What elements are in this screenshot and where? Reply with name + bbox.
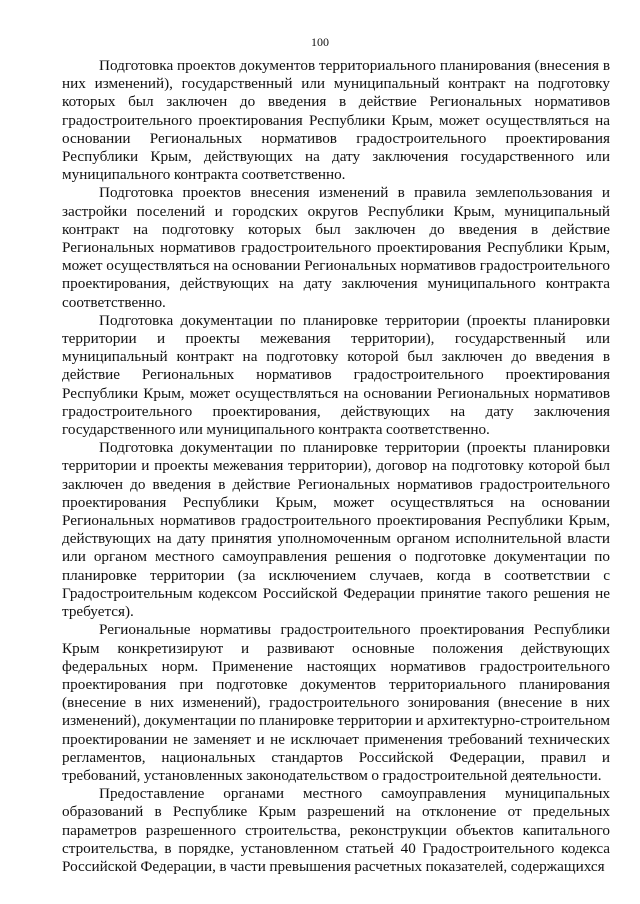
page-number: 100	[311, 35, 329, 49]
paragraph-5: Региональные нормативы градостроительного проектирования Республики Крым конкретизируют и развивают основные положения действующих федеральных норм. Применение настоящих нормативов градостроительного проектирования при подготовке документов территориального планирования (внесение в них изменений), градостроительного зонирования (внесение в них изменений), документации по планировке территории и архитектурно-строительном проектировании не заменяет и не исключает применения требований технических регламентов, национальных стандартов Российской Федерации, правил и требований, установленных законодательством о градостроительной деятельности.	[62, 621, 610, 784]
paragraph-2: Подготовка проектов внесения изменений в правила землепользования и застройки поселений и городских округов Республики Крым, муниципальный контракт на подготовку которых был заключен до введения в действие Региональных нормативов градостроительного проектирования Республики Крым, может осуществляться на основании Региональных нормативов градостроительного проектирования, действующих на дату заключения муниципального контракта соответственно.	[62, 184, 610, 311]
paragraph-4: Подготовка документации по планировке территории (проекты планировки территории и проекты межевания территории), договор на подготовку которой был заключен до введения в действие Региональных нормативов градостроительного проектирования Республики Крым, может осуществляться на основании Региональных нормативов градостроительного проектирования Республики Крым, действующих на дату принятия уполномоченным органом исполнительной власти или органом местного самоуправления решения о подготовке документации по планировке территории (за исключением случаев, когда в соответствии с Градостроительным кодексом Российской Федерации принятие такого решения не требуется).	[62, 439, 610, 621]
document-body	[62, 57, 610, 876]
paragraph-3: Подготовка документации по планировке территории (проекты планировки территории и проекты межевания территории), государственный или муниципальный контракт на подготовку которой был заключен до введения в действие Региональных нормативов градостроительного проектирования Республики Крым, может осуществляться на основании Региональных нормативов градостроительного проектирования, действующих на дату заключения государственного или муниципального контракта соответственно.	[62, 311, 610, 439]
paragraph-1: Подготовка проектов документов территориального планирования (внесения в них изменений), государственный или муниципальный контракт на подготовку которых был заключен до введения в действие Региональных нормативов градостроительного проектирования Республики Крым, может осуществляться на основании Региональных нормативов градостроительного проектирования Республики Крым, действующих на дату заключения государственного или муниципального контракта соответственно.	[62, 57, 610, 184]
paragraph-6: Предоставление органами местного самоуправления муниципальных образований в Республике Крым разрешений на отклонение от предельных параметров разрешенного строительства, реконструкции объектов капитального строительства, в порядке, установленном статьей 40 Градостроительного кодекса Российской Федерации, в части превышения расчетных показателей, содержащихся	[62, 785, 610, 875]
